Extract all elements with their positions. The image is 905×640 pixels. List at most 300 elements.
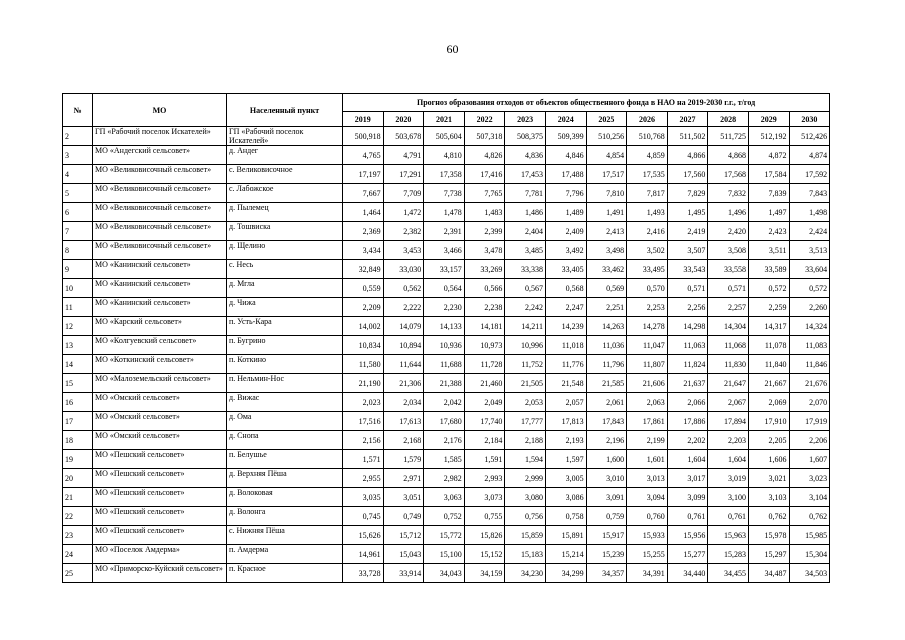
row-number: 9 bbox=[63, 260, 93, 279]
value-cell: 7,667 bbox=[343, 184, 384, 203]
value-cell: 33,462 bbox=[586, 260, 627, 279]
value-cell: 21,637 bbox=[667, 374, 708, 393]
value-cell: 34,503 bbox=[789, 564, 830, 583]
municipality-cell: МО «Канинский сельсовет» bbox=[93, 279, 227, 298]
header-year: 2020 bbox=[383, 112, 424, 127]
value-cell: 2,202 bbox=[667, 431, 708, 450]
value-cell: 17,560 bbox=[667, 165, 708, 184]
value-cell: 2,203 bbox=[708, 431, 749, 450]
value-cell: 1,497 bbox=[748, 203, 789, 222]
locality-cell: д. Волоковая bbox=[227, 488, 343, 507]
value-cell: 11,018 bbox=[545, 336, 586, 355]
value-cell: 511,502 bbox=[667, 127, 708, 146]
value-cell: 33,914 bbox=[383, 564, 424, 583]
value-cell: 2,420 bbox=[708, 222, 749, 241]
table-row bbox=[63, 412, 830, 431]
value-cell: 2,034 bbox=[383, 393, 424, 412]
row-number: 19 bbox=[63, 450, 93, 469]
value-cell: 34,357 bbox=[586, 564, 627, 583]
value-cell: 21,676 bbox=[789, 374, 830, 393]
value-cell: 511,725 bbox=[708, 127, 749, 146]
value-cell: 15,297 bbox=[748, 545, 789, 564]
value-cell: 11,796 bbox=[586, 355, 627, 374]
header-year: 2026 bbox=[627, 112, 668, 127]
value-cell: 4,872 bbox=[748, 146, 789, 165]
table-row bbox=[63, 241, 830, 260]
table-row bbox=[63, 146, 830, 165]
value-cell: 2,257 bbox=[708, 298, 749, 317]
value-cell: 7,738 bbox=[424, 184, 465, 203]
value-cell: 2,070 bbox=[789, 393, 830, 412]
table-row bbox=[63, 545, 830, 564]
value-cell: 4,765 bbox=[343, 146, 384, 165]
value-cell: 33,338 bbox=[505, 260, 546, 279]
value-cell: 0,761 bbox=[708, 507, 749, 526]
value-cell: 15,214 bbox=[545, 545, 586, 564]
municipality-cell: МО «Великовисочный сельсовет» bbox=[93, 203, 227, 222]
value-cell: 3,019 bbox=[708, 469, 749, 488]
value-cell: 2,209 bbox=[343, 298, 384, 317]
value-cell: 2,993 bbox=[464, 469, 505, 488]
value-cell: 17,919 bbox=[789, 412, 830, 431]
value-cell: 2,955 bbox=[343, 469, 384, 488]
value-cell: 17,861 bbox=[627, 412, 668, 431]
locality-cell: д. Снопа bbox=[227, 431, 343, 450]
header-year: 2021 bbox=[424, 112, 465, 127]
value-cell: 510,256 bbox=[586, 127, 627, 146]
value-cell: 2,391 bbox=[424, 222, 465, 241]
locality-cell: п. Амдерма bbox=[227, 545, 343, 564]
value-cell: 512,192 bbox=[748, 127, 789, 146]
locality-cell: п. Нельмин-Нос bbox=[227, 374, 343, 393]
value-cell: 2,199 bbox=[627, 431, 668, 450]
value-cell: 14,211 bbox=[505, 317, 546, 336]
locality-cell: п. Белушье bbox=[227, 450, 343, 469]
value-cell: 0,752 bbox=[424, 507, 465, 526]
municipality-cell: МО «Колгуевский сельсовет» bbox=[93, 336, 227, 355]
page-number: 60 bbox=[446, 42, 459, 56]
table-row bbox=[63, 393, 830, 412]
value-cell: 1,464 bbox=[343, 203, 384, 222]
value-cell: 21,190 bbox=[343, 374, 384, 393]
table-row bbox=[63, 450, 830, 469]
value-cell: 15,933 bbox=[627, 526, 668, 545]
row-number: 5 bbox=[63, 184, 93, 203]
value-cell: 0,571 bbox=[708, 279, 749, 298]
table-row bbox=[63, 165, 830, 184]
value-cell: 3,091 bbox=[586, 488, 627, 507]
value-cell: 14,304 bbox=[708, 317, 749, 336]
value-cell: 0,745 bbox=[343, 507, 384, 526]
value-cell: 0,758 bbox=[545, 507, 586, 526]
value-cell: 3,073 bbox=[464, 488, 505, 507]
locality-cell: д. Щелино bbox=[227, 241, 343, 260]
row-number: 25 bbox=[63, 564, 93, 583]
municipality-cell: МО «Пешский сельсовет» bbox=[93, 488, 227, 507]
value-cell: 33,604 bbox=[789, 260, 830, 279]
table-row bbox=[63, 469, 830, 488]
value-cell: 17,358 bbox=[424, 165, 465, 184]
value-cell: 15,304 bbox=[789, 545, 830, 564]
value-cell: 3,035 bbox=[343, 488, 384, 507]
row-number: 23 bbox=[63, 526, 93, 545]
value-cell: 3,498 bbox=[586, 241, 627, 260]
value-cell: 33,543 bbox=[667, 260, 708, 279]
value-cell: 509,399 bbox=[545, 127, 586, 146]
value-cell: 10,936 bbox=[424, 336, 465, 355]
value-cell: 34,455 bbox=[708, 564, 749, 583]
municipality-cell: МО «Пешский сельсовет» bbox=[93, 469, 227, 488]
value-cell: 14,961 bbox=[343, 545, 384, 564]
value-cell: 1,594 bbox=[505, 450, 546, 469]
value-cell: 7,832 bbox=[708, 184, 749, 203]
header-mo: МО bbox=[93, 94, 227, 127]
value-cell: 1,486 bbox=[505, 203, 546, 222]
value-cell: 2,042 bbox=[424, 393, 465, 412]
value-cell: 3,511 bbox=[748, 241, 789, 260]
value-cell: 1,483 bbox=[464, 203, 505, 222]
header-forecast-title: Прогноз образования отходов от объектов общественного фонда в НАО на 2019-2030 г.г., т/год bbox=[343, 94, 830, 112]
row-number: 13 bbox=[63, 336, 93, 355]
value-cell: 0,564 bbox=[424, 279, 465, 298]
row-number: 21 bbox=[63, 488, 93, 507]
value-cell: 17,592 bbox=[789, 165, 830, 184]
municipality-cell: МО «Омский сельсовет» bbox=[93, 393, 227, 412]
value-cell: 0,572 bbox=[789, 279, 830, 298]
value-cell: 0,567 bbox=[505, 279, 546, 298]
value-cell: 15,239 bbox=[586, 545, 627, 564]
municipality-cell: МО «Омский сельсовет» bbox=[93, 412, 227, 431]
value-cell: 17,777 bbox=[505, 412, 546, 431]
value-cell: 0,755 bbox=[464, 507, 505, 526]
value-cell: 2,196 bbox=[586, 431, 627, 450]
value-cell: 0,569 bbox=[586, 279, 627, 298]
value-cell: 0,566 bbox=[464, 279, 505, 298]
header-year: 2019 bbox=[343, 112, 384, 127]
value-cell: 1,498 bbox=[789, 203, 830, 222]
value-cell: 17,894 bbox=[708, 412, 749, 431]
value-cell: 34,043 bbox=[424, 564, 465, 583]
value-cell: 3,063 bbox=[424, 488, 465, 507]
value-cell: 3,005 bbox=[545, 469, 586, 488]
value-cell: 3,508 bbox=[708, 241, 749, 260]
row-number: 17 bbox=[63, 412, 93, 431]
value-cell: 3,099 bbox=[667, 488, 708, 507]
value-cell: 0,749 bbox=[383, 507, 424, 526]
value-cell: 21,460 bbox=[464, 374, 505, 393]
value-cell: 2,971 bbox=[383, 469, 424, 488]
value-cell: 7,765 bbox=[464, 184, 505, 203]
value-cell: 1,478 bbox=[424, 203, 465, 222]
value-cell: 3,502 bbox=[627, 241, 668, 260]
value-cell: 2,156 bbox=[343, 431, 384, 450]
header-year: 2030 bbox=[789, 112, 830, 127]
value-cell: 2,205 bbox=[748, 431, 789, 450]
value-cell: 21,606 bbox=[627, 374, 668, 393]
value-cell: 1,495 bbox=[667, 203, 708, 222]
value-cell: 3,104 bbox=[789, 488, 830, 507]
table-row bbox=[63, 488, 830, 507]
header-number: № bbox=[63, 94, 93, 127]
value-cell: 15,626 bbox=[343, 526, 384, 545]
locality-cell: с. Несь bbox=[227, 260, 343, 279]
table-row bbox=[63, 431, 830, 450]
table-row bbox=[63, 127, 830, 146]
value-cell: 2,206 bbox=[789, 431, 830, 450]
value-cell: 4,791 bbox=[383, 146, 424, 165]
value-cell: 3,507 bbox=[667, 241, 708, 260]
value-cell: 4,868 bbox=[708, 146, 749, 165]
value-cell: 15,985 bbox=[789, 526, 830, 545]
value-cell: 17,517 bbox=[586, 165, 627, 184]
value-cell: 1,493 bbox=[627, 203, 668, 222]
value-cell: 4,874 bbox=[789, 146, 830, 165]
value-cell: 2,230 bbox=[424, 298, 465, 317]
municipality-cell: ГП «Рабочий поселок Искателей» bbox=[93, 127, 227, 146]
value-cell: 4,836 bbox=[505, 146, 546, 165]
value-cell: 3,434 bbox=[343, 241, 384, 260]
value-cell: 7,781 bbox=[505, 184, 546, 203]
value-cell: 4,826 bbox=[464, 146, 505, 165]
value-cell: 2,242 bbox=[505, 298, 546, 317]
value-cell: 33,589 bbox=[748, 260, 789, 279]
value-cell: 11,840 bbox=[748, 355, 789, 374]
value-cell: 1,591 bbox=[464, 450, 505, 469]
row-number: 6 bbox=[63, 203, 93, 222]
value-cell: 2,238 bbox=[464, 298, 505, 317]
value-cell: 14,298 bbox=[667, 317, 708, 336]
row-number: 4 bbox=[63, 165, 93, 184]
value-cell: 3,080 bbox=[505, 488, 546, 507]
value-cell: 17,488 bbox=[545, 165, 586, 184]
header-year: 2022 bbox=[464, 112, 505, 127]
row-number: 24 bbox=[63, 545, 93, 564]
value-cell: 1,607 bbox=[789, 450, 830, 469]
value-cell: 0,756 bbox=[505, 507, 546, 526]
locality-cell: п. Красное bbox=[227, 564, 343, 583]
value-cell: 2,382 bbox=[383, 222, 424, 241]
municipality-cell: МО «Карский сельсовет» bbox=[93, 317, 227, 336]
value-cell: 17,516 bbox=[343, 412, 384, 431]
locality-cell: п. Коткино bbox=[227, 355, 343, 374]
value-cell: 17,613 bbox=[383, 412, 424, 431]
value-cell: 34,487 bbox=[748, 564, 789, 583]
value-cell: 2,184 bbox=[464, 431, 505, 450]
value-cell: 15,712 bbox=[383, 526, 424, 545]
value-cell: 3,086 bbox=[545, 488, 586, 507]
value-cell: 11,047 bbox=[627, 336, 668, 355]
value-cell: 17,197 bbox=[343, 165, 384, 184]
value-cell: 508,375 bbox=[505, 127, 546, 146]
value-cell: 2,413 bbox=[586, 222, 627, 241]
value-cell: 1,472 bbox=[383, 203, 424, 222]
value-cell: 2,424 bbox=[789, 222, 830, 241]
value-cell: 4,866 bbox=[667, 146, 708, 165]
value-cell: 1,579 bbox=[383, 450, 424, 469]
value-cell: 33,157 bbox=[424, 260, 465, 279]
value-cell: 3,051 bbox=[383, 488, 424, 507]
value-cell: 11,644 bbox=[383, 355, 424, 374]
value-cell: 2,256 bbox=[667, 298, 708, 317]
table-row bbox=[63, 374, 830, 393]
table-row bbox=[63, 355, 830, 374]
value-cell: 10,973 bbox=[464, 336, 505, 355]
value-cell: 7,829 bbox=[667, 184, 708, 203]
locality-cell: д. Волонга bbox=[227, 507, 343, 526]
value-cell: 33,405 bbox=[545, 260, 586, 279]
value-cell: 3,013 bbox=[627, 469, 668, 488]
value-cell: 3,017 bbox=[667, 469, 708, 488]
value-cell: 4,846 bbox=[545, 146, 586, 165]
value-cell: 1,489 bbox=[545, 203, 586, 222]
value-cell: 7,817 bbox=[627, 184, 668, 203]
row-number: 20 bbox=[63, 469, 93, 488]
value-cell: 11,036 bbox=[586, 336, 627, 355]
value-cell: 11,830 bbox=[708, 355, 749, 374]
locality-cell: д. Верхняя Пёша bbox=[227, 469, 343, 488]
value-cell: 21,306 bbox=[383, 374, 424, 393]
value-cell: 15,100 bbox=[424, 545, 465, 564]
locality-cell: с. Лабожское bbox=[227, 184, 343, 203]
value-cell: 2,423 bbox=[748, 222, 789, 241]
locality-cell: д. Андег bbox=[227, 146, 343, 165]
value-cell: 33,495 bbox=[627, 260, 668, 279]
row-number: 12 bbox=[63, 317, 93, 336]
value-cell: 17,886 bbox=[667, 412, 708, 431]
value-cell: 1,600 bbox=[586, 450, 627, 469]
value-cell: 15,956 bbox=[667, 526, 708, 545]
value-cell: 15,917 bbox=[586, 526, 627, 545]
value-cell: 2,176 bbox=[424, 431, 465, 450]
value-cell: 2,066 bbox=[667, 393, 708, 412]
value-cell: 11,752 bbox=[505, 355, 546, 374]
row-number: 11 bbox=[63, 298, 93, 317]
value-cell: 2,057 bbox=[545, 393, 586, 412]
value-cell: 17,740 bbox=[464, 412, 505, 431]
value-cell: 21,388 bbox=[424, 374, 465, 393]
value-cell: 503,678 bbox=[383, 127, 424, 146]
value-cell: 2,369 bbox=[343, 222, 384, 241]
value-cell: 1,491 bbox=[586, 203, 627, 222]
value-cell: 4,810 bbox=[424, 146, 465, 165]
value-cell: 0,572 bbox=[748, 279, 789, 298]
value-cell: 33,269 bbox=[464, 260, 505, 279]
value-cell: 0,571 bbox=[667, 279, 708, 298]
value-cell: 15,963 bbox=[708, 526, 749, 545]
value-cell: 14,239 bbox=[545, 317, 586, 336]
value-cell: 3,023 bbox=[789, 469, 830, 488]
locality-cell: ГП «Рабочий поселок Искателей» bbox=[227, 127, 343, 146]
value-cell: 15,183 bbox=[505, 545, 546, 564]
value-cell: 17,584 bbox=[748, 165, 789, 184]
value-cell: 2,399 bbox=[464, 222, 505, 241]
value-cell: 3,492 bbox=[545, 241, 586, 260]
value-cell: 10,894 bbox=[383, 336, 424, 355]
municipality-cell: МО «Андегский сельсовет» bbox=[93, 146, 227, 165]
value-cell: 15,152 bbox=[464, 545, 505, 564]
row-number: 10 bbox=[63, 279, 93, 298]
value-cell: 3,021 bbox=[748, 469, 789, 488]
value-cell: 11,824 bbox=[667, 355, 708, 374]
row-number: 7 bbox=[63, 222, 93, 241]
value-cell: 21,667 bbox=[748, 374, 789, 393]
value-cell: 14,324 bbox=[789, 317, 830, 336]
value-cell: 14,002 bbox=[343, 317, 384, 336]
value-cell: 15,978 bbox=[748, 526, 789, 545]
value-cell: 2,251 bbox=[586, 298, 627, 317]
value-cell: 1,571 bbox=[343, 450, 384, 469]
value-cell: 11,063 bbox=[667, 336, 708, 355]
value-cell: 4,859 bbox=[627, 146, 668, 165]
value-cell: 2,260 bbox=[789, 298, 830, 317]
value-cell: 17,453 bbox=[505, 165, 546, 184]
value-cell: 3,513 bbox=[789, 241, 830, 260]
value-cell: 2,193 bbox=[545, 431, 586, 450]
value-cell: 3,094 bbox=[627, 488, 668, 507]
value-cell: 7,839 bbox=[748, 184, 789, 203]
header-year: 2027 bbox=[667, 112, 708, 127]
value-cell: 21,505 bbox=[505, 374, 546, 393]
header-row-top bbox=[63, 94, 830, 112]
municipality-cell: МО «Омский сельсовет» bbox=[93, 431, 227, 450]
value-cell: 2,416 bbox=[627, 222, 668, 241]
value-cell: 33,558 bbox=[708, 260, 749, 279]
locality-cell: д. Ома bbox=[227, 412, 343, 431]
value-cell: 34,440 bbox=[667, 564, 708, 583]
table-row bbox=[63, 279, 830, 298]
value-cell: 15,277 bbox=[667, 545, 708, 564]
value-cell: 1,606 bbox=[748, 450, 789, 469]
value-cell: 11,078 bbox=[748, 336, 789, 355]
value-cell: 21,585 bbox=[586, 374, 627, 393]
value-cell: 14,263 bbox=[586, 317, 627, 336]
value-cell: 11,728 bbox=[464, 355, 505, 374]
value-cell: 33,030 bbox=[383, 260, 424, 279]
value-cell: 3,478 bbox=[464, 241, 505, 260]
row-number: 8 bbox=[63, 241, 93, 260]
locality-cell: д. Пылемец bbox=[227, 203, 343, 222]
value-cell: 17,813 bbox=[545, 412, 586, 431]
table-row bbox=[63, 336, 830, 355]
value-cell: 2,419 bbox=[667, 222, 708, 241]
value-cell: 2,253 bbox=[627, 298, 668, 317]
value-cell: 33,728 bbox=[343, 564, 384, 583]
value-cell: 0,761 bbox=[667, 507, 708, 526]
value-cell: 2,409 bbox=[545, 222, 586, 241]
value-cell: 17,843 bbox=[586, 412, 627, 431]
value-cell: 15,283 bbox=[708, 545, 749, 564]
locality-cell: д. Чижа bbox=[227, 298, 343, 317]
value-cell: 1,604 bbox=[708, 450, 749, 469]
table-body bbox=[63, 127, 830, 583]
value-cell: 1,496 bbox=[708, 203, 749, 222]
value-cell: 2,188 bbox=[505, 431, 546, 450]
value-cell: 2,067 bbox=[708, 393, 749, 412]
value-cell: 15,826 bbox=[464, 526, 505, 545]
value-cell: 505,604 bbox=[424, 127, 465, 146]
value-cell: 14,317 bbox=[748, 317, 789, 336]
value-cell: 11,083 bbox=[789, 336, 830, 355]
header-year: 2029 bbox=[748, 112, 789, 127]
header-year: 2023 bbox=[505, 112, 546, 127]
locality-cell: д. Мгла bbox=[227, 279, 343, 298]
value-cell: 2,053 bbox=[505, 393, 546, 412]
value-cell: 34,391 bbox=[627, 564, 668, 583]
value-cell: 3,010 bbox=[586, 469, 627, 488]
row-number: 14 bbox=[63, 355, 93, 374]
row-number: 18 bbox=[63, 431, 93, 450]
value-cell: 34,230 bbox=[505, 564, 546, 583]
